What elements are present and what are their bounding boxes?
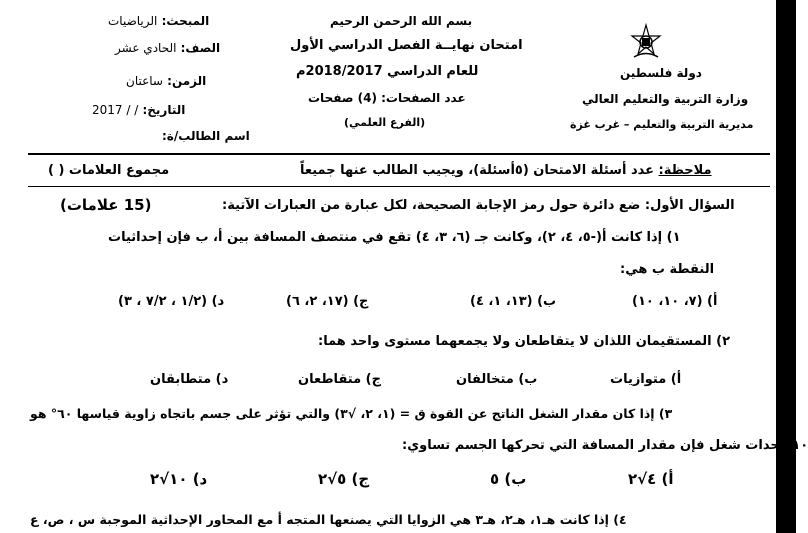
time-value: ساعتان [126,74,163,88]
bismillah: بسم الله الرحمن الرحيم [330,14,473,28]
q1-item3-line1: ٣) إذا كان مقدار الشغل الناتج عن القوة ق = (١، ٢، √٣) والتي تؤثر على جسم باتجاه زاوية قياسها ٦٠° هو [30,406,673,421]
palestine-emblem-icon [626,22,666,62]
q1-item3-line2: ١٠ وحدات شغل فإن مقدار المسافة التي تحركها الجسم تساوي: [402,438,808,453]
q1-title: السؤال الأول: ضع دائرة حول رمز الإجابة الصحيحة، لكل عبارة من العبارات الآتية: [222,198,735,213]
q1-item1-option-d[interactable]: د) (١/٢ ، ٧/٢ ، ٣) [118,294,225,309]
exam-title: امتحان نهايــة الفصل الدراسي الأول [290,38,523,53]
branch: (الفرع العلمي) [344,116,426,129]
grade-value: الحادي عشر [115,41,177,55]
q1-item2-option-a[interactable]: أ) متوازيات [610,372,682,387]
subject-field [108,14,209,28]
student-label: اسم الطالب/ة: [162,129,250,143]
right-edge-bar [776,0,796,533]
directorate-name: مديرية التربية والتعليم – غرب غزة [570,118,754,131]
q1-item1-line2: النقطة ب هي: [620,262,715,277]
subject-label: المبحث: [161,14,210,28]
date-value: / / 2017 [92,103,139,117]
q1-item2-option-b[interactable]: ب) متخالفان [456,372,538,387]
q1-item3-option-a[interactable]: أ) ٤√٢ [628,470,674,488]
q1-marks: (15 علامات) [60,196,152,214]
time-field [126,74,206,88]
subject-value: الرياضيات [108,14,158,28]
time-label: الزمن: [167,74,207,88]
header-divider [28,153,770,155]
q1-item1-option-c[interactable]: ج) (١٧، ٢، ٦) [286,294,369,309]
q1-item1-line1: ١) إذا كانت أ(-٥، ٤، ٢)، وكانت جـ (٦، ٣، ٤) تقع في منتصف المسافة بين أ، ب فإن إحداثيات [108,230,681,245]
q1-item2-option-d[interactable]: د) متطابقان [150,372,229,387]
q1-item1-option-b[interactable]: ب) (١٣، ١، ٤) [470,294,557,309]
grade-label: الصف: [180,41,221,55]
date-field [92,103,185,117]
q1-item4-line1: ٤) إذا كانت هـ١، هـ٢، هـ٣ هي الزوايا التي يصنعها المتجه أ مع المحاور الإحداثية الموجبة س ، ص، ع [30,512,627,527]
date-label: التاريخ: [142,103,186,117]
total-marks: مجموع العلامات ( ) [48,163,170,178]
state-name: دولة فلسطين [620,66,702,80]
ministry-name: وزارة التربية والتعليم العالي [582,92,749,106]
q1-item3-option-b[interactable]: ب) ٥ [490,470,527,488]
exam-note [300,163,712,178]
q1-item1-option-a[interactable]: أ) (٧، ١٠، ١٠) [632,294,718,309]
student-name-field [162,129,250,143]
note-divider [28,186,770,187]
note-label: ملاحظة: [658,163,712,178]
q1-item2-line1: ٢) المستقيمان اللذان لا يتقاطعان ولا يجمعهما مستوى واحد هما: [318,334,731,349]
q1-item2-option-c[interactable]: ج) متقاطعان [298,372,381,387]
page-count: عدد الصفحات: (4) صفحات [308,91,466,105]
note-text: عدد أسئلة الامتحان (٥أسئلة)، ويجيب الطالب عنها جميعاً [300,163,654,178]
q1-item3-option-d[interactable]: د) ١٠√٢ [150,470,208,488]
q1-item3-option-c[interactable]: ج) ٥√٢ [318,470,370,488]
grade-field [115,41,220,55]
academic-year: للعام الدراسي 2018/2017م [296,64,479,79]
